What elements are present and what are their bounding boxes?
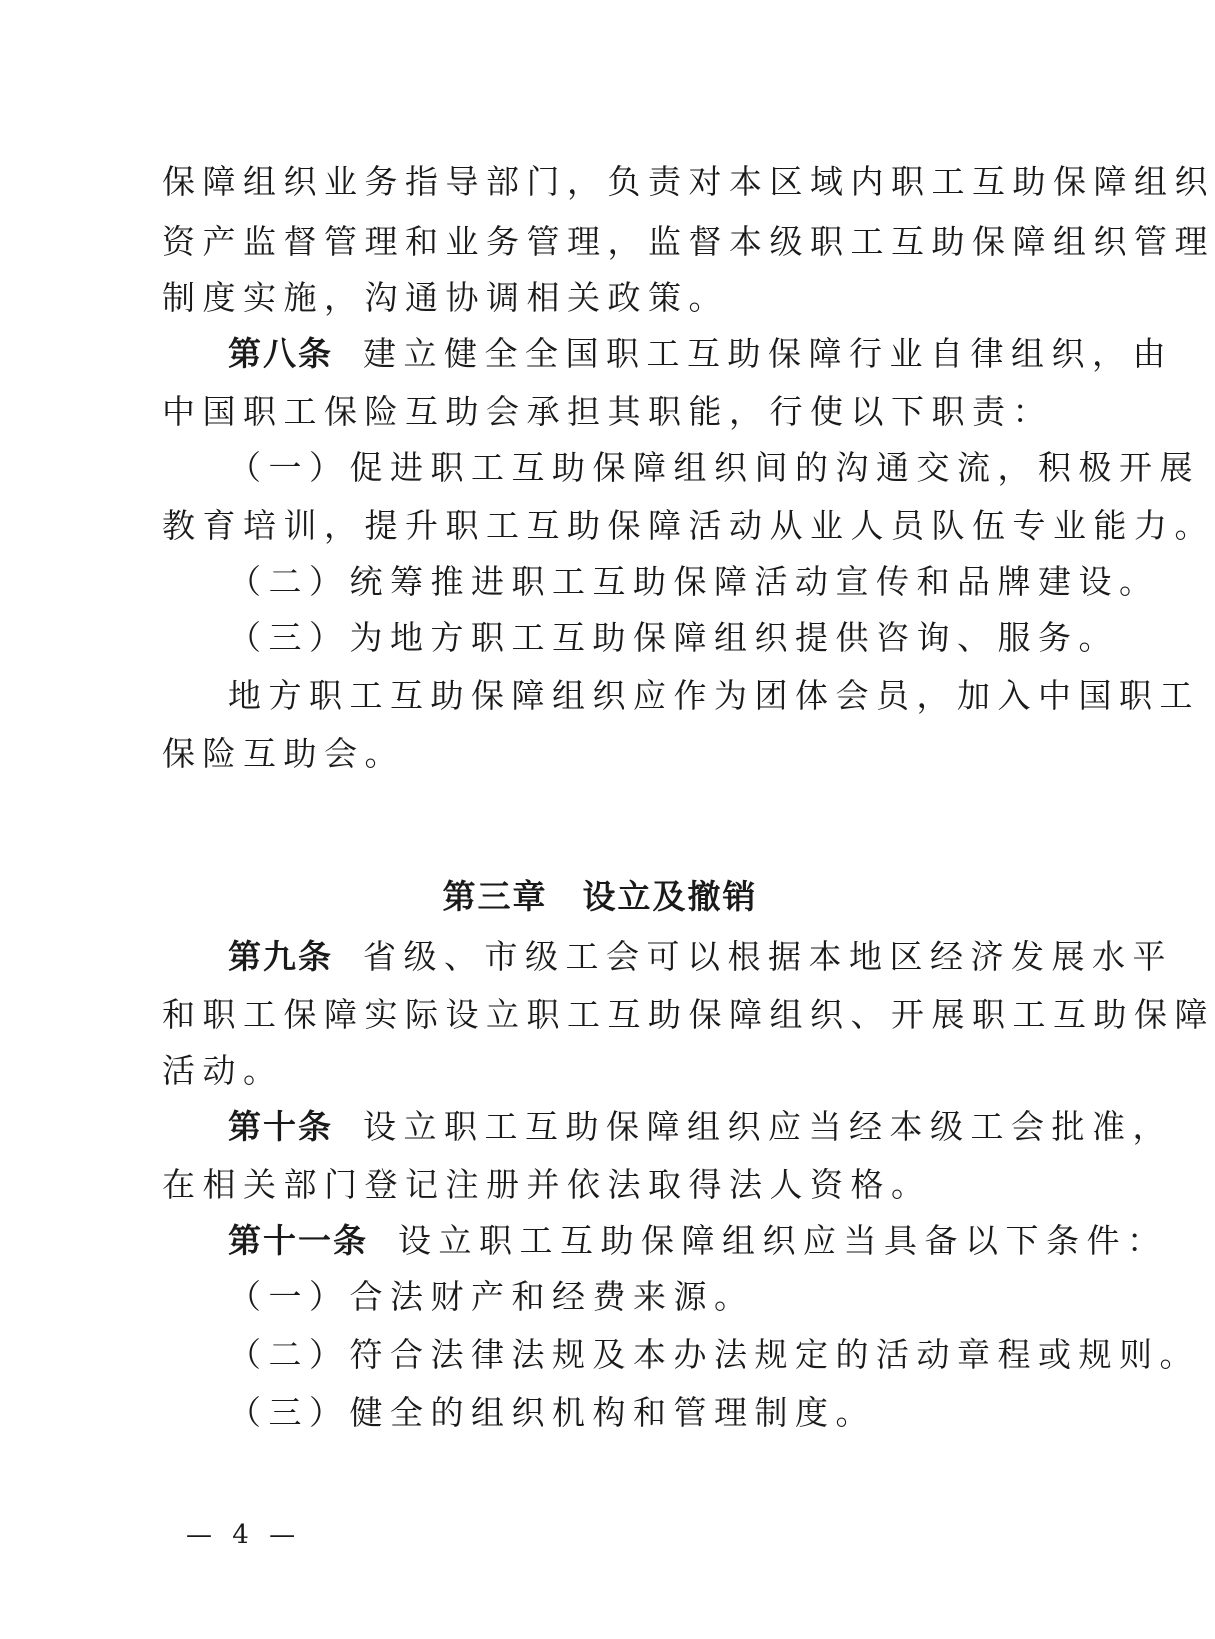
article-10-line-2: 在相关部门登记注册并依法取得法人资格。 bbox=[162, 1165, 932, 1204]
article-10-line-1 bbox=[228, 1095, 1173, 1159]
article-8-item-1-line-2: 教育培训，提升职工互助保障活动从业人员队伍专业能力。 bbox=[162, 506, 1215, 545]
text-line-3: 制度实施，沟通协调相关政策。 bbox=[162, 278, 729, 317]
article-9-title: 第九条 bbox=[228, 937, 333, 976]
article-8-item-1-line-1: （一）促进职工互助保障组织间的沟通交流，积极开展 bbox=[228, 448, 1200, 487]
text-line-2: 资产监督管理和业务管理，监督本级职工互助保障组织管理 bbox=[162, 222, 1215, 261]
article-8-para-2-line-1: 地方职工互助保障组织应作为团体会员，加入中国职工 bbox=[228, 676, 1200, 715]
article-10-text-1: 设立职工互助保障组织应当经本级工会批准， bbox=[363, 1107, 1173, 1146]
article-9-line-3: 活动。 bbox=[162, 1051, 284, 1090]
article-9-line-1 bbox=[228, 925, 1173, 989]
article-8-line-2: 中国职工保险互助会承担其职能，行使以下职责： bbox=[162, 392, 1053, 431]
article-9-text-1: 省级、市级工会可以根据本地区经济发展水平 bbox=[363, 937, 1173, 976]
text-line-1: 保障组织业务指导部门，负责对本区域内职工互助保障组织 bbox=[162, 162, 1215, 201]
article-11-item-2: （二）符合法律法规及本办法规定的活动章程或规则。 bbox=[228, 1335, 1200, 1374]
article-8-item-3: （三）为地方职工互助保障组织提供咨询、服务。 bbox=[228, 618, 1119, 657]
article-11-item-3: （三）健全的组织机构和管理制度。 bbox=[228, 1393, 876, 1432]
article-8-line-1 bbox=[228, 322, 1173, 386]
article-8-title: 第八条 bbox=[228, 334, 333, 373]
article-11-text-1: 设立职工互助保障组织应当具备以下条件： bbox=[398, 1221, 1168, 1260]
page-number: — 4 — bbox=[186, 1520, 302, 1550]
article-10-title: 第十条 bbox=[228, 1107, 333, 1146]
article-9-line-2: 和职工保障实际设立职工互助保障组织、开展职工互助保障 bbox=[162, 995, 1215, 1034]
chapter-heading: 第三章 设立及撤销 bbox=[442, 877, 758, 916]
article-11-item-1: （一）合法财产和经费来源。 bbox=[228, 1277, 755, 1316]
article-11-line-1 bbox=[228, 1209, 1168, 1273]
article-8-item-2: （二）统筹推进职工互助保障活动宣传和品牌建设。 bbox=[228, 562, 1160, 601]
article-11-title: 第十一条 bbox=[228, 1221, 368, 1260]
article-8-text-1: 建立健全全国职工互助保障行业自律组织，由 bbox=[363, 334, 1173, 373]
article-8-para-2-line-2: 保险互助会。 bbox=[162, 734, 405, 773]
